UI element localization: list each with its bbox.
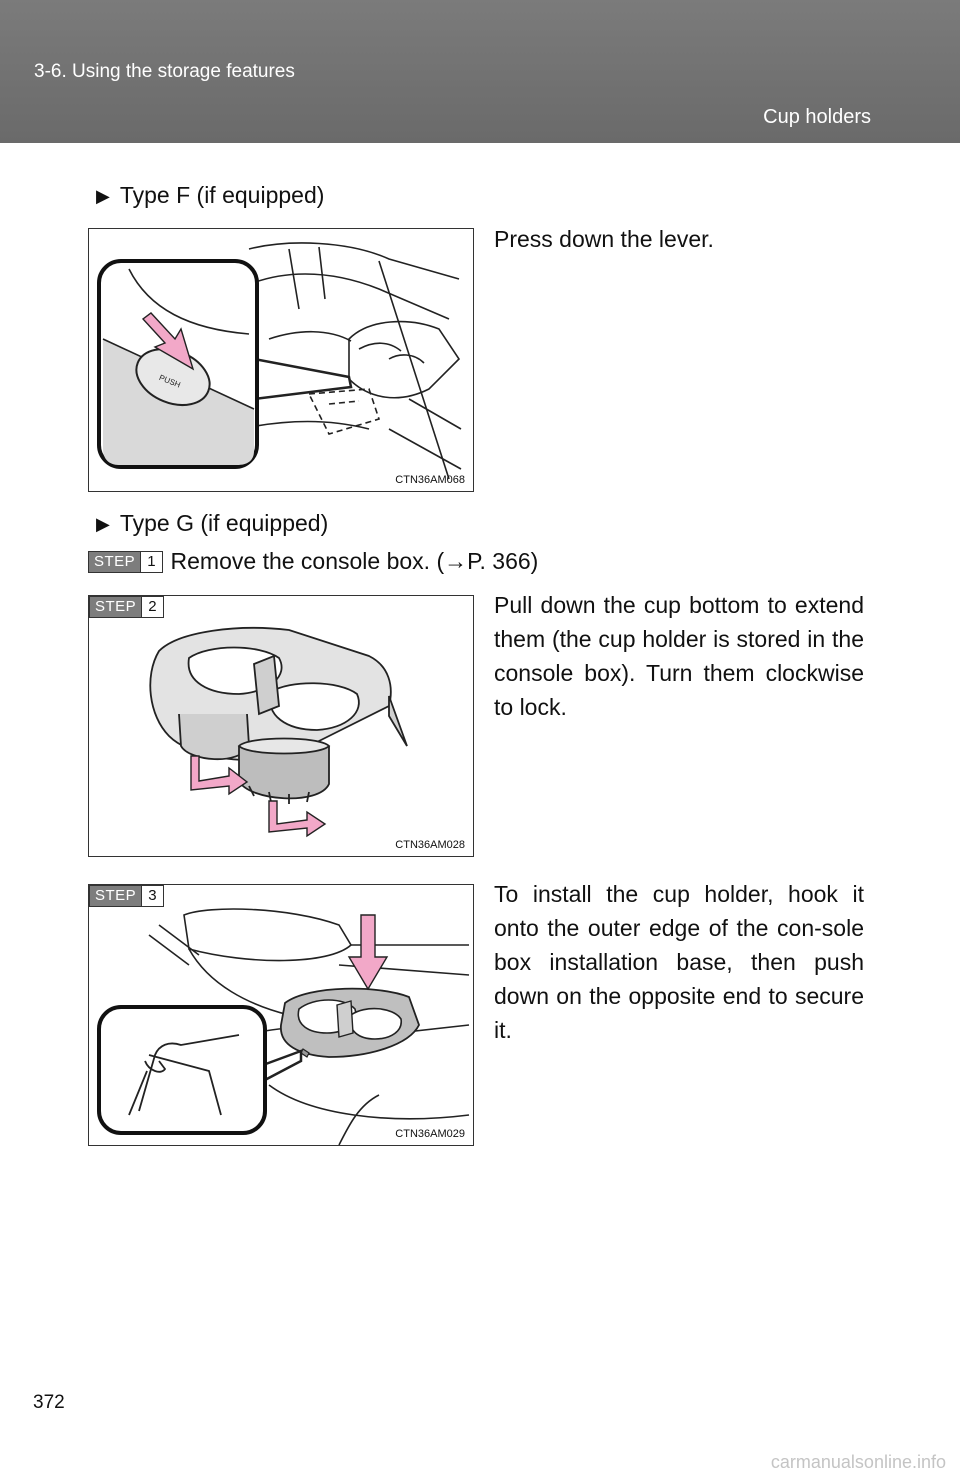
type-f-instruction: Press down the lever.: [494, 226, 714, 252]
step-badge-1: STEP 1: [88, 551, 163, 573]
figure-code-2: CTN36AM028: [395, 839, 465, 851]
step-1: [88, 548, 538, 575]
illustration-cup-holder-install: [89, 885, 473, 1145]
step-badge-2: STEP 2: [89, 596, 164, 618]
page-number: 372: [33, 1392, 65, 1413]
type-f-heading-text: Type F (if equipped): [119, 182, 325, 208]
step-badge-3: STEP 3: [89, 885, 164, 907]
type-g-heading: [96, 510, 328, 537]
figure-step-2: [88, 595, 474, 857]
step-3-text: To install the cup holder, hook it onto the outer edge of the con-sole box installation base, then push down on the opposite end to secure it.: [494, 881, 864, 1043]
rotate-arrow-icon: [269, 801, 325, 836]
figure-type-f: [88, 228, 474, 492]
push-label: PUSH: [157, 372, 182, 390]
illustration-cup-holder-extend: [89, 596, 473, 856]
step-1-text: Remove the console box. (→P. 366): [170, 548, 539, 574]
type-f-heading: [96, 182, 324, 209]
section-title: 3-6. Using the storage features: [34, 61, 295, 82]
figure-step-3: [88, 884, 474, 1146]
topic-title: Cup holders: [763, 106, 871, 128]
push-down-arrow-icon: [349, 915, 387, 989]
watermark: carmanualsonline.info: [770, 1452, 946, 1472]
triangle-right-icon: ▶: [96, 186, 110, 206]
figure-code-3: CTN36AM029: [395, 1128, 465, 1140]
step-2-text: Pull down the cup bottom to extend them (the cup holder is stored in the console box). Turn them clockwise to lock.: [494, 592, 864, 720]
triangle-right-icon: ▶: [96, 514, 110, 534]
page-header: [0, 0, 960, 143]
type-g-heading-text: Type G (if equipped): [119, 510, 329, 536]
illustration-lever: [89, 229, 473, 491]
figure-code-f: CTN36AM068: [395, 474, 465, 486]
